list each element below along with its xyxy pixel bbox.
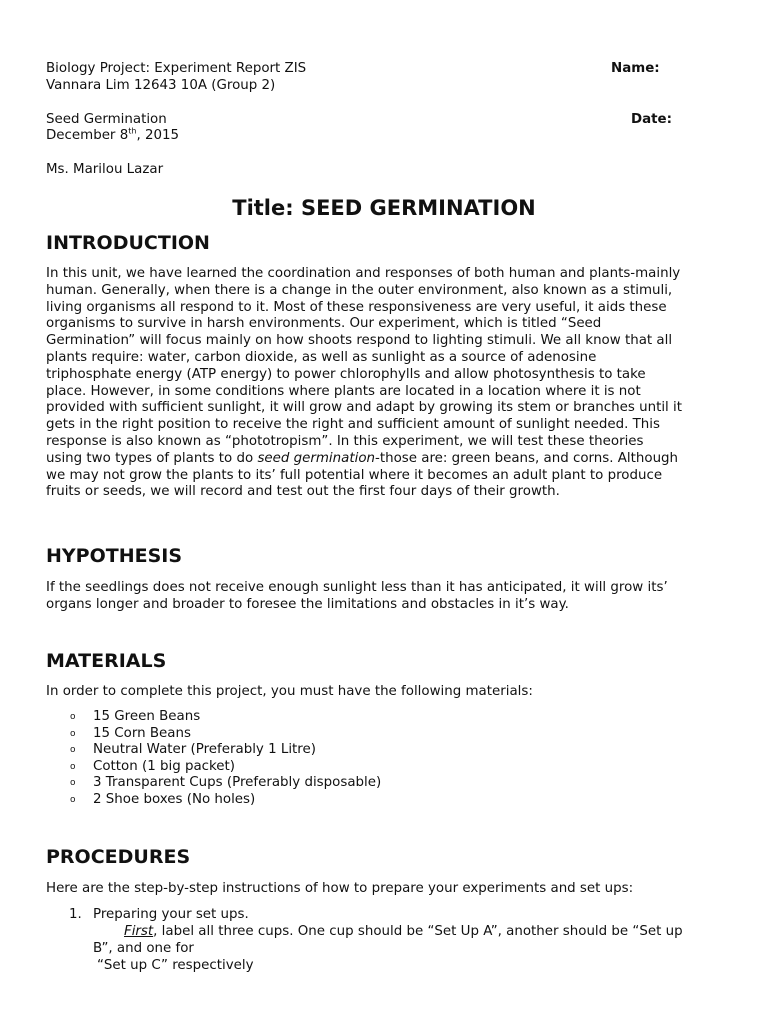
introduction-paragraph: [46, 266, 722, 501]
list-item-text: 15 Corn Beans: [93, 725, 191, 741]
first-emphasis: First: [124, 924, 154, 939]
list-item-text: 3 Transparent Cups (Preferably disposable): [93, 775, 382, 791]
paragraph-line: If the seedlings does not receive enough sunlight less than it has anticipated, it will grow its’: [46, 580, 668, 595]
teacher-line: Ms. Marilou Lazar: [46, 162, 164, 177]
paragraph-line: organs longer and broader to foresee the limitations and obstacles in it’s way.: [46, 596, 569, 612]
bullet-icon: o: [70, 761, 76, 772]
paragraph-line: response is also known as “phototropism”. In this experiment, we will test these theories: [46, 433, 644, 449]
bullet-icon: o: [70, 745, 76, 756]
paragraph-line: fruits or seeds, we will record and test out the first four days of their growth.: [46, 484, 560, 500]
paragraph-line: we may not grow the plants to its’ full potential where it becomes an adult plant to produce: [46, 467, 663, 483]
paragraph-line: place. However, in some conditions where plants are located in a location where it is not: [46, 383, 641, 399]
line-text: using two types of plants to do: [46, 450, 258, 466]
student-line: Vannara Lim 12643 10A (Group 2): [46, 78, 276, 93]
date-suffix: , 2015: [136, 128, 180, 143]
step-detail-line: [124, 923, 683, 940]
paragraph-line: human. Generally, when there is a change in the outer environment, also known as a stimuli,: [46, 282, 673, 298]
date-label: Date:: [631, 112, 672, 127]
step-title: Preparing your set ups.: [93, 907, 249, 922]
paragraph-line: provided with sufficient sunlight, it will grow and adapt by growing its stem or branches until it: [46, 400, 682, 416]
name-label: Name:: [611, 61, 660, 76]
step-detail-line: B”, and one for: [93, 941, 194, 956]
procedures-heading: PROCEDURES: [46, 846, 191, 868]
hypothesis-heading: HYPOTHESIS: [46, 545, 183, 567]
bullet-icon: o: [70, 728, 76, 739]
date-superscript: th: [128, 126, 137, 136]
paragraph-line: organisms to survive in harsh environments. Our experiment, which is titled “Seed: [46, 316, 602, 332]
bullet-icon: o: [70, 794, 76, 805]
paragraph-line: In this unit, we have learned the coordination and responses of both human and plants-mainly: [46, 266, 681, 281]
procedures-intro: Here are the step-by-step instructions of how to prepare your experiments and set ups:: [46, 881, 634, 896]
paragraph-line: plants require: water, carbon dioxide, as well as sunlight as a source of adenosine: [46, 349, 597, 365]
paragraph-line: living organisms all respond to it. Most of these responsiveness are very useful, it aids these: [46, 299, 667, 315]
line-text: -those are: green beans, and corns. Although: [375, 450, 679, 466]
bullet-icon: o: [70, 712, 76, 722]
paragraph-line: Germination” will focus mainly on how shoots respond to lighting stimuli. We all know that all: [46, 333, 673, 349]
paragraph-line: triphosphate energy (ATP energy) to power chlorophylls and allow photosynthesis to take: [46, 366, 646, 382]
list-item-text: Neutral Water (Preferably 1 Litre): [93, 742, 316, 758]
date-line: [46, 127, 179, 144]
project-line: Biology Project: Experiment Report ZIS: [46, 61, 307, 76]
materials-intro: In order to complete this project, you must have the following materials:: [46, 684, 533, 699]
step-number: 1.: [69, 907, 82, 922]
hypothesis-paragraph: [46, 580, 722, 614]
introduction-heading: INTRODUCTION: [46, 232, 210, 254]
paragraph-line: gets in the right position to receive the right and sufficient amount of sunlight needed. This: [46, 417, 660, 433]
document-title: Title: SEED GERMINATION: [232, 196, 536, 220]
step-detail-line: “Set up C” respectively: [97, 958, 254, 973]
materials-heading: MATERIALS: [46, 650, 167, 672]
list-item-text: Cotton (1 big packet): [93, 758, 236, 774]
italic-term: seed germination: [257, 450, 375, 466]
step-detail-text: , label all three cups. One cup should be “Set Up A”, another should be “Set up: [153, 924, 683, 939]
date-prefix: December 8: [46, 128, 129, 143]
bullet-icon: o: [70, 778, 76, 789]
list-item-text: 15 Green Beans: [93, 709, 201, 724]
list-item-text: 2 Shoe boxes (No holes): [93, 791, 256, 807]
topic-line: Seed Germination: [46, 112, 167, 127]
paragraph-line: [46, 451, 722, 468]
